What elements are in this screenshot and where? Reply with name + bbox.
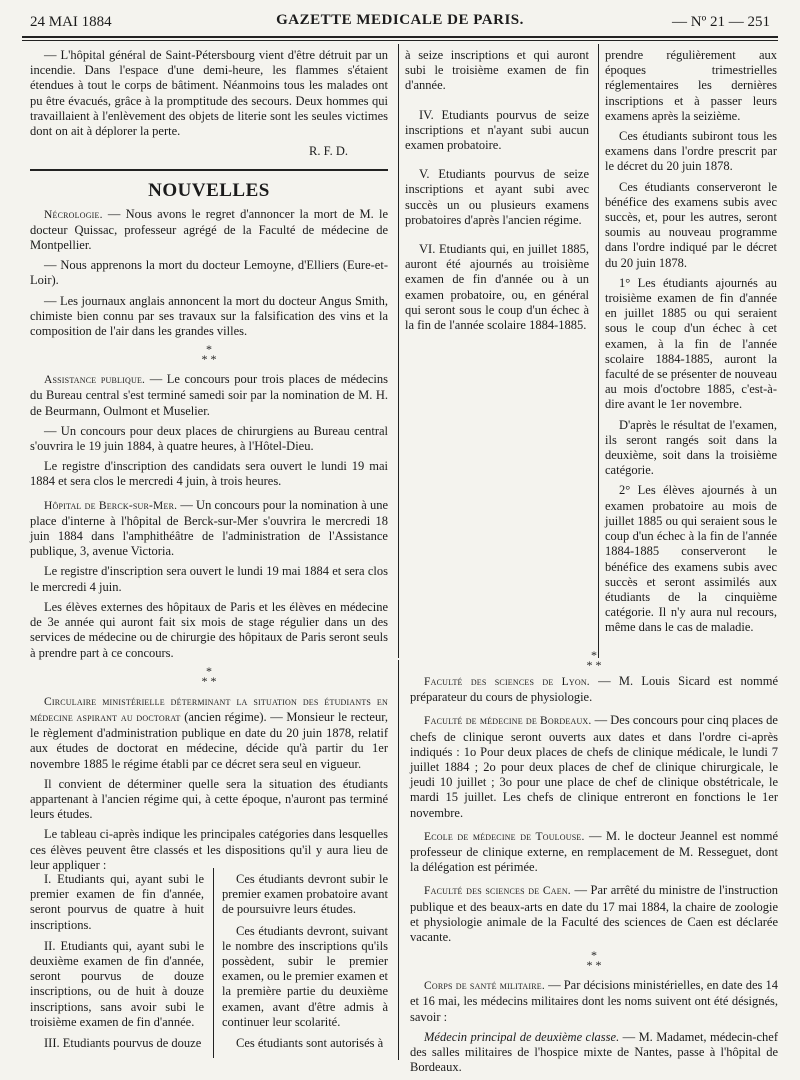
asterism: * * * — [201, 663, 217, 688]
fire-news: — L'hôpital général de Saint-Pétersbourg vient d'être détruit par un incendie. Dans l'espace d'une demi-heure, les flammes s'étaient étendues à tout le corps de bâtiment. Néanmoins tous les malades ont pu être évacués, grâce à la promptitude des secours. Deux hommes qui travaillaient à l'enlèvement des objets de literie sont les seules victimes dont on ait à déplorer la perte. — [30, 48, 388, 139]
circulaire-p3: Le tableau ci-après indique les principales catégories dans lesquelles ces élèves peuvent être classés et les dispositions qu'il y aura lieu de leur appliquer : — [30, 827, 388, 872]
assistance-label: Assistance publique. — [44, 374, 146, 387]
rule-2: Ces étudiants devront, suivant le nombre des inscriptions qu'ils possèdent, subir le premier examen, ou le premier examen et la première partie du deuxième examen, avant d'être admis à continuer leur scolarité. — [222, 923, 388, 1029]
corps-label: Corps de santé militaire. — [424, 980, 545, 993]
rule-6a: 1° Les étudiants ajournés au troisième examen de fin d'année en juillet 1885 ou qui seraient sous le coup d'un échec à cet examen, à la fin de l'année scolaire 1884-1885, auront la faculté de se présenter de nouveau au mois d'octobre 1885, c'est-à-dire avant le 1er novembre. — [605, 275, 777, 412]
circulaire — [30, 694, 388, 772]
toulouse-text: — M. le docteur Jeannel est nommé professeur de clinique externe, en remplacement de M. Resseguet, dont la délégation est périmée. — [410, 828, 779, 875]
table-right — [222, 872, 388, 1057]
toulouse-label: Ecole de médecine de Toulouse. — [424, 830, 585, 843]
lyon-text: — M. Louis Sicard est nommé préparateur du cours de physiologie. — [410, 674, 778, 705]
category-4: IV. Etudiants pourvus de seize inscriptions et n'ayant subi aucun examen probatoire. — [405, 107, 589, 153]
lemoyne-news: — Nous apprenons la mort du docteur Lemoyne, d'Elliers (Eure-et-Loir). — [30, 258, 388, 288]
rule-3: Ces étudiants sont autorisés à — [236, 1036, 384, 1051]
running-header — [30, 10, 770, 32]
header-rule — [22, 36, 778, 38]
necrology-label: Nécrologie. — [44, 208, 103, 221]
category-2: II. Etudiants qui, ayant subi le deuxième examen de fin d'année, seront pourvus de douze inscriptions, ou de huit à douze inscriptions, sans avoir subi le troisième examen de fin d'année. — [30, 938, 204, 1029]
asterism: * * * — [201, 342, 217, 367]
rule-3-cont: prendre régulièrement aux époques trimestrielles réglementaires les dernières inscriptions et à passer leurs examens après la seizième. — [605, 48, 777, 123]
berck-eleves: Les élèves externes des hôpitaux de Paris et les élèves en médecine de 3e année qui auront fait six mois de stage régulier dans un des services de médecine ou de chirurgie des hôpitaux de Paris seront seuls à prendre part à ce concours. — [30, 599, 388, 660]
madamet-text: — M. Madamet, médecin-chef des salles militaires de l'hospice mixte de Nantes, passe à l'hôpital de Bordeaux. — [410, 1029, 778, 1075]
right-column — [605, 48, 777, 641]
bordeaux-news — [410, 713, 778, 820]
berck-news — [30, 498, 388, 560]
column-divider — [398, 44, 399, 658]
rule-1: Ces étudiants devront subir le premier examen probatoire avant de poursuivre leurs études. — [222, 872, 388, 917]
signature: R. F. D. — [309, 144, 348, 159]
category-3-cont: à seize inscriptions et qui auront subi le troisième examen de fin d'année. — [405, 48, 589, 93]
table-left — [30, 872, 204, 1057]
bordeaux-label: Faculté de médecine de Bordeaux. — [424, 715, 592, 728]
berck-registre: Le registre d'inscription sera ouvert le lundi 19 mai 1884 et sera clos le mercredi 4 juin. — [30, 564, 388, 594]
circulaire-text: (ancien régime). — Monsieur le recteur, le règlement d'administration publique en date du 20 juin 1878, relatif aux études de doctorat en médecine, décide qu'à partir du 1er novembre 1885 le régime établi par ce décret sera seul en vigueur. — [30, 709, 388, 771]
berck-label: Hôpital de Berck-sur-Mer. — [44, 499, 178, 512]
issue-date: 24 MAI 1884 — [30, 14, 112, 30]
berck-text: — Un concours pour la nomination à une place d'interne à l'hôpital de Berck-sur-Mer s'ouvrira le mercredi 18 juin 1884 dans l'amphithéâtre de l'administration de l'Assistance publique, 3, avenue Victoria. — [30, 497, 388, 559]
medecin-label: Médecin principal de deuxième classe. — [424, 1029, 620, 1044]
category-6: VI. Etudiants qui, en juillet 1885, auront été ajournés au troisième examen de fin d'année ou à un examen probatoire, ou, en général qui seront sous le coup d'un échec à la fin de l'année scolaire 1884-1885. — [405, 242, 589, 333]
rule-5: Ces étudiants conserveront le bénéfice des examens subis avec succès, et, pour les autres, seront soumis au nouveau programme dans l'ordre indiqué par le décret du 20 juin 1878. — [605, 179, 777, 270]
assistance-news — [30, 372, 388, 419]
smith-news: — Les journaux anglais annoncent la mort du docteur Angus Smith, chimiste bien connu par ses travaux sur la falsification des vins et la composition de l'air dans les grandes villes. — [30, 293, 388, 339]
chirurgiens-news: — Un concours pour deux places de chirurgiens au Bureau central s'ouvrira le 19 juin 1884, à quatre heures, à l'Hôtel-Dieu. — [30, 423, 388, 454]
toulouse-news — [410, 829, 778, 876]
corps-news — [410, 978, 778, 1025]
table-divider — [213, 868, 214, 1058]
necrology — [30, 207, 388, 254]
necrology-text: — Nous avons le regret d'annoncer la mort de M. le docteur Quissac, professeur agrégé de la Faculté de médecine de Montpellier. — [30, 206, 388, 253]
journal-title: GAZETTE MEDICALE DE PARIS. — [276, 12, 524, 28]
left-column — [30, 48, 388, 878]
caen-label: Faculté des sciences de Caen. — [424, 885, 571, 898]
assistance-text: — Le concours pour trois places de médecins du Bureau central s'est terminé samedi soir par la nomination de M. H. de Beurmann, Oulmont et Muselier. — [30, 372, 388, 418]
section-heading: NOUVELLES — [148, 180, 270, 202]
asterism: * * * — [586, 648, 602, 672]
registre-news: Le registre d'inscription des candidats sera ouvert le lundi 19 mai 1884 et sera clos le mercredi 4 juin, à trois heures. — [30, 459, 388, 489]
section-rule — [30, 169, 388, 171]
header-rule-thin — [22, 40, 778, 41]
lyon-label: Faculté des sciences de Lyon. — [424, 676, 590, 688]
right-wide-column — [410, 650, 778, 1080]
bordeaux-text: — Des concours pour cinq places de chefs de clinique seront ouverts aux dates et dans l'ordre ci-après indiqués : 1o Pour deux places de chefs de clinique médicale, le lundi 7 juillet 1884 ; 2o pour deux places de chef de clinique chirurgicale, le jeudi 10 juillet ; 3o pour une place de chef de clinique obstétricale, le mardi 15 juillet. Les chefs de clinique entreront en fonctions le 1er novembre. — [410, 713, 778, 820]
middle-column — [405, 48, 589, 338]
category-1: I. Etudiants qui, ayant subi le premier examen de fin d'année, seront pourvus de quatre à huit inscriptions. — [30, 872, 204, 932]
column-divider — [598, 44, 599, 658]
circulaire-label: Circulaire ministérielle déterminant la situation des étudiants en médecine aspirant au doctorat — [30, 695, 388, 724]
asterism: * * * — [586, 948, 602, 973]
lyon-news — [410, 674, 778, 705]
corps-text: — Par décisions ministérielles, en date des 14 et 16 mai, les médecins militaires dont les noms suivent ont été désignés, savoir : — [410, 978, 778, 1024]
column-divider — [398, 660, 399, 1060]
category-5: V. Etudiants pourvus de seize inscriptions et ayant subi avec succès un ou plusieurs examens probatoires d'après l'ancien régime. — [405, 167, 589, 227]
issue-page-number: — Nº 21 — 251 — [672, 14, 770, 30]
category-3: III. Etudiants pourvus de douze — [44, 1036, 202, 1051]
caen-text: — Par arrêté du ministre de l'instruction publique et des beaux-arts en date du 17 mai 1884, la chaire de zoologie et physiologie animale de la Faculté des sciences de Caen est déclarée vacante. — [410, 883, 779, 945]
circulaire-p2: Il convient de déterminer quelle sera la situation des étudiants appartenant à l'ancien régime qui, à cette époque, n'auront pas terminé leurs études. — [30, 776, 388, 822]
rule-6b: D'après le résultat de l'examen, ils seront rangés soit dans la deuxième, soit dans la troisième catégorie. — [605, 417, 777, 478]
rule-6c: 2° Les élèves ajournés à un examen probatoire au mois de juillet 1885 ou qui seraient sous le coup d'un échec à la fin de l'année 1884-1885 conserveront le bénéfice des examens subis avec succès et seront assimilés aux étudiants de la cinquième catégorie. Il n'y aura nul recours, même dans le cas de maladie. — [605, 483, 777, 635]
caen-news — [410, 883, 778, 945]
rule-4: Ces étudiants subiront tous les examens dans l'ordre prescrit par le décret du 20 juin 1878. — [605, 129, 777, 174]
